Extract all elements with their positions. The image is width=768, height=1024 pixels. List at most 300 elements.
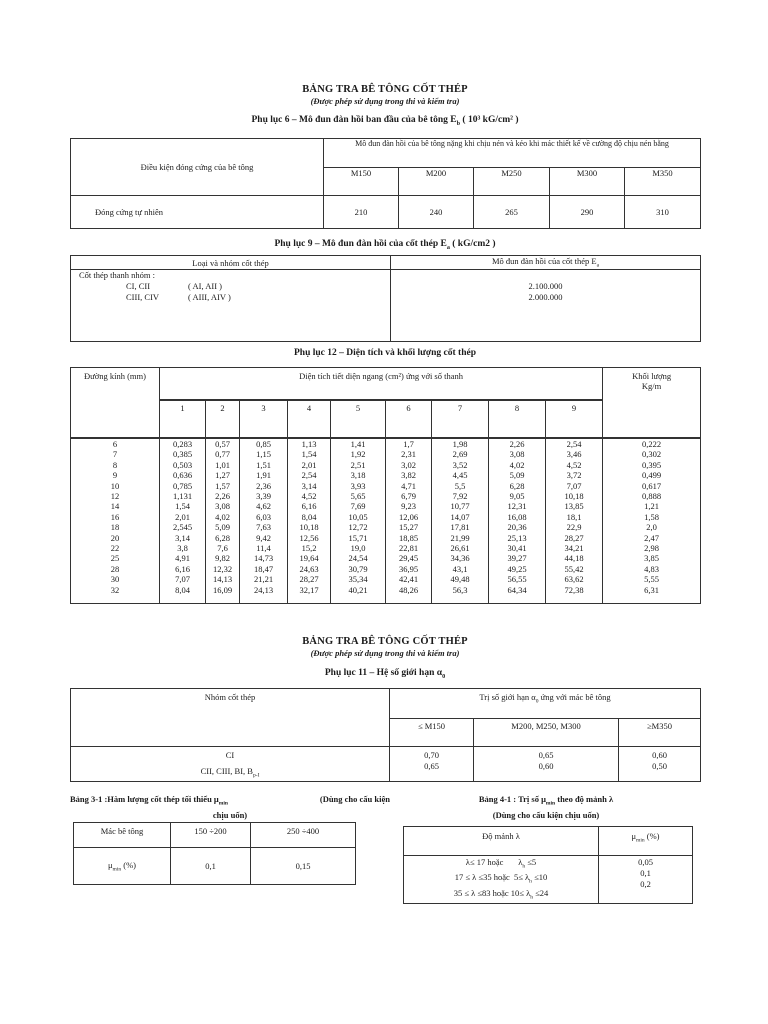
diameter-cell: 32 bbox=[71, 585, 160, 595]
diameter-cell: 22 bbox=[71, 543, 160, 553]
group-paren: ( AI, AII ) bbox=[188, 281, 222, 291]
area-cell: 4,71 bbox=[386, 481, 432, 491]
area-cell: 49,48 bbox=[432, 574, 489, 584]
area-cell: 3,72 bbox=[546, 470, 603, 480]
mass-cell: 0,888 bbox=[603, 491, 701, 501]
area-cell: 28,27 bbox=[546, 533, 603, 543]
area-cell: 3,82 bbox=[386, 470, 432, 480]
alpha-value: 0,65 bbox=[424, 761, 439, 771]
grade-header-cell: ≥M350 bbox=[619, 719, 701, 747]
diameter-cell: 9 bbox=[71, 470, 160, 480]
group-line bbox=[126, 292, 390, 303]
slenderness-header-cell: Độ mảnh λ bbox=[404, 827, 599, 856]
table-row bbox=[71, 522, 701, 532]
body-row bbox=[71, 270, 701, 342]
area-cell: 3,08 bbox=[206, 501, 240, 511]
area-cell: 0,636 bbox=[160, 470, 206, 480]
area-cell: 55,42 bbox=[546, 564, 603, 574]
area-cell: 4,52 bbox=[288, 491, 331, 501]
mu-min-values bbox=[599, 857, 692, 889]
appendix11-heading bbox=[70, 668, 700, 680]
table-spacer-row bbox=[71, 595, 701, 604]
area-cell: 40,21 bbox=[331, 585, 386, 595]
area-cell: 20,36 bbox=[489, 522, 546, 532]
area-cell: 5,5 bbox=[432, 481, 489, 491]
area-cell: 1,27 bbox=[206, 470, 240, 480]
mu-min-values-cell bbox=[599, 856, 693, 904]
area-cell: 3,14 bbox=[160, 533, 206, 543]
area-cell: 1,13 bbox=[288, 438, 331, 449]
steel-group-labels-cell bbox=[71, 747, 390, 782]
document-subtitle-2: (Được phép sử dụng trong thi và kiểm tra) bbox=[310, 648, 460, 658]
area-cell: 9,05 bbox=[489, 491, 546, 501]
area-cell: 36,95 bbox=[386, 564, 432, 574]
mass-cell: 1,21 bbox=[603, 501, 701, 511]
area-cell: 44,18 bbox=[546, 553, 603, 563]
steel-type-header-cell: Loại và nhóm cốt thép bbox=[71, 256, 391, 270]
area-cell: 6,79 bbox=[386, 491, 432, 501]
area-cell: 8,04 bbox=[160, 585, 206, 595]
area-cell: 14,07 bbox=[432, 512, 489, 522]
grade-header-cell: M200, M250, M300 bbox=[474, 719, 619, 747]
diameter-cell: 28 bbox=[71, 564, 160, 574]
area-cell: 15,27 bbox=[386, 522, 432, 532]
document-title-2: BẢNG TRA BÊ TÔNG CỐT THÉP bbox=[302, 636, 468, 647]
slenderness-conditions-cell bbox=[404, 856, 599, 904]
area-cell: 0,57 bbox=[206, 438, 240, 449]
area-cell: 4,91 bbox=[160, 553, 206, 563]
grade-header-cell: ≤ M150 bbox=[390, 719, 474, 747]
area-cell: 2,54 bbox=[288, 470, 331, 480]
area-cell: 1,7 bbox=[386, 438, 432, 449]
appendix9-table-wrap bbox=[70, 255, 700, 342]
area-cell: 16,08 bbox=[489, 512, 546, 522]
area-cell: 34,21 bbox=[546, 543, 603, 553]
area-cell: 14,13 bbox=[206, 574, 240, 584]
area-cell: 24,13 bbox=[240, 585, 288, 595]
area-cell: 19,0 bbox=[331, 543, 386, 553]
steel-modulus-header-text: Mô đun đàn hồi của cốt thép E bbox=[491, 256, 597, 267]
area-cell: 34,36 bbox=[432, 553, 489, 563]
modulus-value: 2.100.000 bbox=[528, 281, 563, 291]
group-lines bbox=[71, 281, 390, 303]
area-cell: 0,503 bbox=[160, 460, 206, 470]
area-cell: 10,77 bbox=[432, 501, 489, 511]
area-cell: 64,34 bbox=[489, 585, 546, 595]
area-cell: 12,32 bbox=[206, 564, 240, 574]
modulus-values bbox=[391, 270, 700, 303]
rebar-area-table bbox=[70, 367, 701, 604]
alpha-span-header-post: ứng với mác bê tông bbox=[538, 692, 611, 702]
mass-cell: 0,499 bbox=[603, 470, 701, 480]
area-cell: 72,38 bbox=[546, 585, 603, 595]
alpha-value: 0,70 bbox=[424, 750, 439, 760]
area-cell: 30,41 bbox=[489, 543, 546, 553]
appendix9-heading bbox=[70, 239, 700, 251]
table31-title-right: (Dùng cho cấu kiện bbox=[319, 794, 390, 804]
area-cell: 6,28 bbox=[489, 481, 546, 491]
table-row bbox=[71, 574, 701, 584]
area-cell: 12,06 bbox=[386, 512, 432, 522]
area-cell: 1,54 bbox=[160, 501, 206, 511]
area-cell: 7,92 bbox=[432, 491, 489, 501]
area-cell: 32,17 bbox=[288, 585, 331, 595]
area-cell: 3,08 bbox=[489, 449, 546, 459]
diameter-cell: 20 bbox=[71, 533, 160, 543]
area-cell: 5,09 bbox=[206, 522, 240, 532]
area-cell: 21,21 bbox=[240, 574, 288, 584]
area-cell: 7,69 bbox=[331, 501, 386, 511]
area-cell: 2,01 bbox=[160, 512, 206, 522]
mass-cell: 2,47 bbox=[603, 533, 701, 543]
area-cell: 2,26 bbox=[489, 438, 546, 449]
table-row bbox=[71, 512, 701, 522]
area-cell: 17,81 bbox=[432, 522, 489, 532]
mass-cell: 3,85 bbox=[603, 553, 701, 563]
steel-modulus-header-sub: a bbox=[596, 262, 600, 269]
mass-cell: 0,222 bbox=[603, 438, 701, 449]
appendix11-heading-text: Phụ lục 11 – Hệ số giới hạn α bbox=[324, 668, 443, 678]
area-cell: 3,46 bbox=[546, 449, 603, 459]
area-cell: 9,82 bbox=[206, 553, 240, 563]
bar-count-header-cell: 8 bbox=[489, 400, 546, 438]
mass-cell: 2,0 bbox=[603, 522, 701, 532]
steel-modulus-header-cell bbox=[391, 256, 701, 270]
area-cell: 24,63 bbox=[288, 564, 331, 574]
area-cell: 18,1 bbox=[546, 512, 603, 522]
area-cell: 14,73 bbox=[240, 553, 288, 563]
alpha-limit-table bbox=[70, 688, 701, 782]
mass-cell: 5,55 bbox=[603, 574, 701, 584]
bar-count-header-cell: 9 bbox=[546, 400, 603, 438]
table-row bbox=[71, 533, 701, 543]
grade-header-cell: M250 bbox=[474, 168, 550, 196]
appendix6-heading-text: Phụ lục 6 – Mô đun đàn hồi ban đầu của bê tông E bbox=[251, 115, 457, 125]
mass-cell: 1,58 bbox=[603, 512, 701, 522]
appendix9-heading-sub: a bbox=[446, 244, 450, 251]
area-cell: 0,385 bbox=[160, 449, 206, 459]
rebar-table-body bbox=[71, 438, 701, 604]
area-cell: 7,07 bbox=[160, 574, 206, 584]
condition-line: 17 ≤ λ ≤35 hoặc $5\le \lambda_h \le 10$ bbox=[454, 872, 548, 886]
alpha-values-col2 bbox=[474, 747, 619, 782]
condition-lines bbox=[404, 857, 598, 903]
body-row bbox=[74, 848, 356, 885]
area-cell: 1,57 bbox=[206, 481, 240, 491]
area-cell: 1,54 bbox=[288, 449, 331, 459]
steel-elastic-modulus-table bbox=[70, 255, 701, 342]
area-cell: 3,93 bbox=[331, 481, 386, 491]
bar-count-header-cell: 5 bbox=[331, 400, 386, 438]
header-row bbox=[74, 823, 356, 848]
area-cell: 25,13 bbox=[489, 533, 546, 543]
area-cell: 43,1 bbox=[432, 564, 489, 574]
area-cell: 0,283 bbox=[160, 438, 206, 449]
area-cell: 63,62 bbox=[546, 574, 603, 584]
area-cell: 4,52 bbox=[546, 460, 603, 470]
alpha-value: 0,60 bbox=[652, 750, 667, 760]
diameter-header-cell: Đường kính (mm) bbox=[71, 368, 160, 439]
modulus-value-cell: 265 bbox=[474, 196, 550, 229]
area-cell: 29,45 bbox=[386, 553, 432, 563]
grade-header-cell: M300 bbox=[550, 168, 625, 196]
area-cell: 2,26 bbox=[206, 491, 240, 501]
area-cell: 18,47 bbox=[240, 564, 288, 574]
body-row bbox=[404, 856, 693, 904]
table-row bbox=[71, 196, 701, 229]
appendix12-heading: Phụ lục 12 – Diện tích và khối lượng cốt thép bbox=[294, 348, 476, 358]
area-cell: 2,51 bbox=[331, 460, 386, 470]
header-row-1 bbox=[71, 368, 701, 401]
area-cell: 6,03 bbox=[240, 512, 288, 522]
area-cell: 0,77 bbox=[206, 449, 240, 459]
table31-title-left: Bảng 3-1 :Hàm lượng cốt thép tối thiểu $\mu_{min}$ bbox=[70, 794, 228, 807]
area-cell: 15,71 bbox=[331, 533, 386, 543]
area-cell: 9,23 bbox=[386, 501, 432, 511]
area-cell: 1,51 bbox=[240, 460, 288, 470]
alpha-value: 0,50 bbox=[652, 761, 667, 771]
bar-count-header-cell: 6 bbox=[386, 400, 432, 438]
condition-line: λ≤ 17 hoặc $\lambda_h \le 5$ bbox=[465, 857, 537, 870]
group-label-line: CI bbox=[225, 750, 235, 760]
bar-count-header-cell: 2 bbox=[206, 400, 240, 438]
area-cell: 22,9 bbox=[546, 522, 603, 532]
area-cell: 3,52 bbox=[432, 460, 489, 470]
area-cell: 12,56 bbox=[288, 533, 331, 543]
table-row bbox=[71, 438, 701, 449]
diameter-cell: 30 bbox=[71, 574, 160, 584]
area-cell: 1,41 bbox=[331, 438, 386, 449]
header-cell: Mác bê tông bbox=[74, 823, 171, 848]
appendix6-heading-sub: b bbox=[456, 120, 461, 127]
area-cell: 4,62 bbox=[240, 501, 288, 511]
table-row bbox=[71, 564, 701, 574]
area-cell: 42,41 bbox=[386, 574, 432, 584]
appendix6-heading-post: ( 10³ kG/cm² ) bbox=[460, 115, 519, 125]
group-note: Cốt thép thanh nhóm : bbox=[79, 270, 156, 280]
appendix12-table-wrap bbox=[70, 367, 700, 604]
slenderness-table bbox=[403, 826, 693, 904]
body-row bbox=[71, 747, 701, 782]
area-cell: 6,16 bbox=[160, 564, 206, 574]
diameter-cell: 6 bbox=[71, 438, 160, 449]
area-cell: 2,31 bbox=[386, 449, 432, 459]
steel-modulus-values-cell bbox=[391, 270, 701, 342]
mu-min-value-cell: 0,1 bbox=[171, 848, 251, 885]
mu-min-header-cell: $\mu_{min}$ (%) bbox=[599, 827, 693, 856]
area-cell: 16,09 bbox=[206, 585, 240, 595]
bar-count-header-cell: 3 bbox=[240, 400, 288, 438]
area-cell: 10,18 bbox=[546, 491, 603, 501]
area-cell: 39,27 bbox=[489, 553, 546, 563]
group-paren: ( AIII, AIV ) bbox=[188, 292, 231, 302]
modulus-value-cell: 240 bbox=[399, 196, 474, 229]
area-cell: 8,04 bbox=[288, 512, 331, 522]
area-cell: 26,61 bbox=[432, 543, 489, 553]
condition-header-cell: Điều kiện đóng cứng của bê tông bbox=[71, 139, 324, 196]
steel-groups-cell bbox=[71, 270, 391, 342]
area-cell: 5,09 bbox=[489, 470, 546, 480]
group-label-line: CII, CIII, BI, $B_{p-I}$ bbox=[200, 765, 260, 779]
area-cell: 6,16 bbox=[288, 501, 331, 511]
mass-cell: 2,98 bbox=[603, 543, 701, 553]
area-cell: 9,42 bbox=[240, 533, 288, 543]
area-cell: 0,85 bbox=[240, 438, 288, 449]
header-row bbox=[404, 827, 693, 856]
mu-min-value: 0,1 bbox=[640, 867, 651, 878]
diameter-cell: 12 bbox=[71, 491, 160, 501]
modulus-value: 2.000.000 bbox=[528, 292, 563, 302]
alpha-values bbox=[619, 750, 700, 772]
document-title: BẢNG TRA BÊ TÔNG CỐT THÉP bbox=[302, 84, 468, 95]
area-cell: 12,31 bbox=[489, 501, 546, 511]
condition-line: 35 ≤ λ ≤83 hoặc $10\le \lambda_h \le 24$ bbox=[453, 887, 549, 901]
diameter-cell: 16 bbox=[71, 512, 160, 522]
alpha-span-header-text: Trị số giới hạn α bbox=[479, 692, 536, 702]
area-cell: 2,69 bbox=[432, 449, 489, 459]
area-cell: 24,54 bbox=[331, 553, 386, 563]
diameter-cell: 7 bbox=[71, 449, 160, 459]
table-row bbox=[71, 501, 701, 511]
area-cell: 19,64 bbox=[288, 553, 331, 563]
bar-count-header-cell: 1 bbox=[160, 400, 206, 438]
group-labels bbox=[71, 750, 389, 781]
row-label-cell: Đóng cứng tự nhiên bbox=[71, 196, 324, 229]
area-cell: 28,27 bbox=[288, 574, 331, 584]
area-cell: 1,92 bbox=[331, 449, 386, 459]
area-cell: 12,72 bbox=[331, 522, 386, 532]
mass-cell: 0,395 bbox=[603, 460, 701, 470]
appendix6-heading bbox=[70, 115, 700, 127]
diameter-cell: 18 bbox=[71, 522, 160, 532]
area-cell: 7,63 bbox=[240, 522, 288, 532]
table31-title-line2: chịu uốn) bbox=[212, 809, 248, 820]
group-line bbox=[126, 281, 390, 292]
steel-group-header-cell: Nhóm cốt thép bbox=[71, 689, 390, 747]
area-cell: 56,55 bbox=[489, 574, 546, 584]
diameter-cell: 25 bbox=[71, 553, 160, 563]
area-cell: 2,36 bbox=[240, 481, 288, 491]
area-cell: 1,15 bbox=[240, 449, 288, 459]
alpha-values-col3 bbox=[619, 747, 701, 782]
mu-min-value: 0,2 bbox=[640, 878, 651, 889]
area-cell: 7,07 bbox=[546, 481, 603, 491]
table-row bbox=[71, 543, 701, 553]
area-cell: 3,39 bbox=[240, 491, 288, 501]
area-cell: 1,91 bbox=[240, 470, 288, 480]
table31-title-line1 bbox=[70, 794, 390, 810]
area-cell: 3,02 bbox=[386, 460, 432, 470]
area-cell: 56,3 bbox=[432, 585, 489, 595]
header-row-1 bbox=[71, 689, 701, 719]
concrete-elastic-modulus-table bbox=[70, 138, 701, 229]
mu-min-value-cell: 0,15 bbox=[251, 848, 356, 885]
area-span-header-cell: Diện tích tiết diện ngang (cm²) ứng với số thanh bbox=[160, 368, 603, 401]
alpha-values bbox=[390, 750, 473, 772]
mass-header-cell bbox=[603, 368, 701, 439]
appendix11-table-wrap bbox=[70, 688, 700, 782]
mu-min-value: 0,05 bbox=[638, 857, 653, 867]
appendix9-heading-post: ( kG/cm2 ) bbox=[449, 239, 496, 249]
group-label: CIII, CIV bbox=[126, 292, 160, 302]
modulus-value-cell: 310 bbox=[625, 196, 701, 229]
alpha-values-col1 bbox=[390, 747, 474, 782]
area-cell: 7,6 bbox=[206, 543, 240, 553]
appendix6-table-wrap bbox=[70, 138, 700, 229]
mass-cell: 0,302 bbox=[603, 449, 701, 459]
table-row bbox=[71, 460, 701, 470]
table-row bbox=[71, 449, 701, 459]
table31-title bbox=[70, 794, 390, 821]
header-cell: 250 ÷400 bbox=[251, 823, 356, 848]
area-cell: 2,545 bbox=[160, 522, 206, 532]
table41-title bbox=[400, 794, 692, 821]
table-row bbox=[71, 481, 701, 491]
appendix9-heading-text: Phụ lục 9 – Mô đun đàn hồi của cốt thép E bbox=[274, 239, 447, 249]
area-cell: 1,01 bbox=[206, 460, 240, 470]
mass-header-line1: Khối lượng bbox=[632, 371, 672, 381]
grade-header-cell: M150 bbox=[324, 168, 399, 196]
area-cell: 13,85 bbox=[546, 501, 603, 511]
alpha-value: 0,65 bbox=[538, 750, 554, 760]
alpha-span-header-cell bbox=[390, 689, 701, 719]
area-cell: 48,26 bbox=[386, 585, 432, 595]
area-cell: 4,45 bbox=[432, 470, 489, 480]
mass-header-line2: Kg/m bbox=[641, 381, 662, 391]
area-cell: 15,2 bbox=[288, 543, 331, 553]
area-cell: 21,99 bbox=[432, 533, 489, 543]
min-reinforcement-table bbox=[73, 822, 356, 885]
alpha-values bbox=[474, 750, 618, 772]
area-cell: 4,02 bbox=[206, 512, 240, 522]
mu-min-label-cell: $\mu_{min}$ (%) bbox=[74, 848, 171, 885]
table-row bbox=[71, 585, 701, 595]
table41-title-line2: (Dùng cho cấu kiện chịu uốn) bbox=[492, 809, 600, 820]
diameter-cell: 10 bbox=[71, 481, 160, 491]
area-cell: 4,02 bbox=[489, 460, 546, 470]
table-row bbox=[71, 491, 701, 501]
alpha-span-header-sub: 0 bbox=[535, 698, 539, 705]
table-row bbox=[71, 553, 701, 563]
mass-cell: 4,83 bbox=[603, 564, 701, 574]
area-cell: 10,18 bbox=[288, 522, 331, 532]
header-row bbox=[71, 256, 701, 270]
diameter-cell: 14 bbox=[71, 501, 160, 511]
area-cell: 1,131 bbox=[160, 491, 206, 501]
area-cell: 35,34 bbox=[331, 574, 386, 584]
area-cell: 3,14 bbox=[288, 481, 331, 491]
area-cell: 3,18 bbox=[331, 470, 386, 480]
bar-count-header-cell: 4 bbox=[288, 400, 331, 438]
appendix11-heading-sub: 0 bbox=[442, 673, 446, 680]
modulus-span-header-cell: Mô đun đàn hồi của bê tông nặng khi chịu nén và kéo khi mác thiết kế về cường độ chịu nén bằng bbox=[324, 139, 701, 168]
mass-cell: 6,31 bbox=[603, 585, 701, 595]
grade-header-cell: M200 bbox=[399, 168, 474, 196]
area-cell: 2,01 bbox=[288, 460, 331, 470]
grade-header-cell: M350 bbox=[625, 168, 701, 196]
area-cell: 5,65 bbox=[331, 491, 386, 501]
area-cell: 22,81 bbox=[386, 543, 432, 553]
area-cell: 30,79 bbox=[331, 564, 386, 574]
table41-title-line1: Bảng 4-1 : Trị số $\mu_{min}$ theo độ mảnh λ bbox=[478, 794, 614, 807]
area-cell: 0,785 bbox=[160, 481, 206, 491]
area-cell: 3,8 bbox=[160, 543, 206, 553]
area-cell: 1,98 bbox=[432, 438, 489, 449]
modulus-value-cell: 210 bbox=[324, 196, 399, 229]
area-cell: 11,4 bbox=[240, 543, 288, 553]
alpha-value: 0,60 bbox=[538, 761, 554, 771]
document-subtitle: (Được phép sử dụng trong thi và kiểm tra) bbox=[310, 96, 460, 106]
